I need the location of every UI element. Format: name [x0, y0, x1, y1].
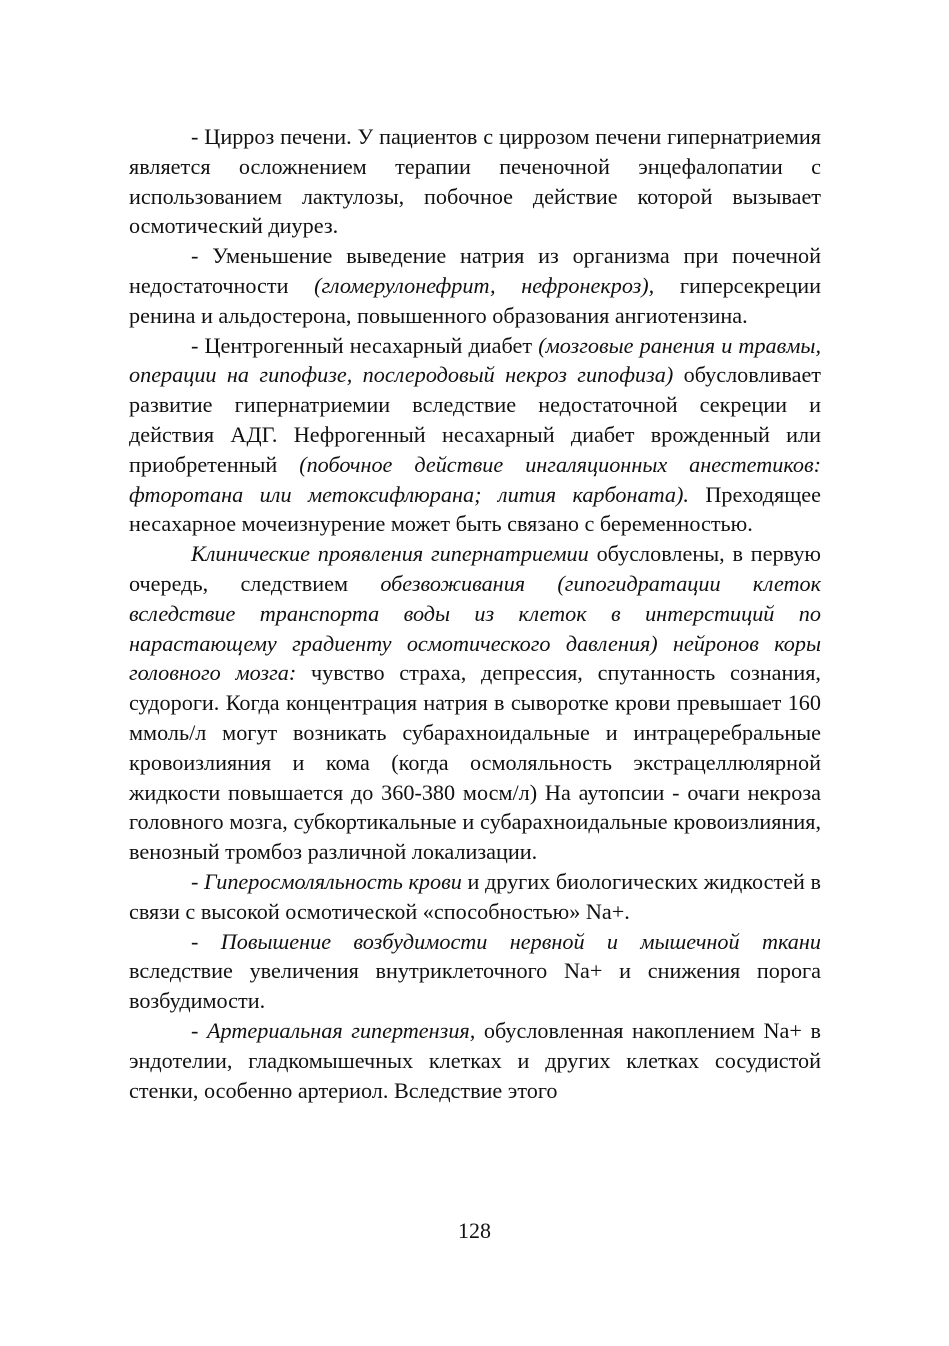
- text-segment-italic: (мозговые ранения и травмы, операции на гипофизе, послеродовый некроз гипофиза): [129, 332, 821, 388]
- page-body: [129, 122, 821, 1105]
- paragraph-hyperosmolality: [129, 867, 821, 927]
- text-segment: - Уменьшение выведение натрия из организма при почечной недостаточности: [129, 243, 821, 298]
- text-segment: -: [191, 868, 205, 894]
- text-segment-italic: Клинические проявления гипернатриемии: [191, 541, 589, 567]
- paragraph-diabetes-insipidus: [129, 331, 821, 540]
- text-segment: Преходящее несахарное мочеизнурение может быть связано с беременностью.: [129, 481, 821, 537]
- text-segment-italic: Артериальная гипертензия,: [207, 1017, 476, 1043]
- paragraph-excitability: [129, 927, 821, 1016]
- paragraph-cirrhosis: [129, 122, 821, 241]
- text-segment: и других биологических жидкостей в связи с высокой осмотической «способностью» Na+.: [129, 868, 821, 924]
- text-segment: чувство страха, депрессия, спутанность сознания, судороги. Когда концентрация натрия в сыворотке крови превышает 160 ммоль/л могут возникать субарахноидальные и интрацеребральные кровоизлияния и кома (когда осмоляльность экстрацеллюлярной жидкости повышается до 360-380 мосм/л) На аутопсии - очаги некроза головного мозга, субкортикальные и субарахноидальные кровоизлияния, венозный тромбоз различной локализации.: [129, 660, 821, 865]
- text-segment: вследствие увеличения внутриклеточного Na+ и снижения порога возбудимости.: [129, 958, 821, 1014]
- paragraph-hypertension: [129, 1016, 821, 1105]
- text-segment-italic: Повышение возбудимости нервной и мышечной ткани: [220, 928, 822, 954]
- text-segment: гиперсекреции ренина и альдостерона, повышенного образования ангиотензина.: [129, 272, 821, 328]
- text-segment: -: [191, 928, 221, 954]
- text-segment-italic: (гломерулонефрит, нефронекроз),: [314, 272, 655, 298]
- page-number: 128: [458, 1218, 491, 1243]
- text-segment: обусловливает развитие гипернатриемии вследствие недостаточной секреции и действия АДГ. Нефрогенный несахарный диабет врожденный или приобретенный: [129, 362, 821, 477]
- text-segment-italic: обезвоживания (гипогидратации клеток вследствие транспорта воды из клеток в интерстиций по нарастающему градиенту осмотического давления) нейронов коры головного мозга:: [129, 570, 821, 686]
- text-segment-italic: (побочное действие ингаляционных анестетиков: фторотана или метоксифлюрана; лития карбоната).: [129, 451, 821, 507]
- text-segment: - Центрогенный несахарный диабет: [191, 332, 539, 358]
- text-segment: - Цирроз печени. У пациентов с циррозом печени гипернатриемия является осложнением терапии печеночной энцефалопатии с использованием лактулозы, побочное действие которой вызывает осмотический диурез.: [129, 124, 821, 239]
- text-segment: обусловлены, в первую очередь, следствием: [129, 541, 821, 596]
- paragraph-renal-failure: [129, 241, 821, 330]
- text-segment: -: [191, 1017, 207, 1043]
- text-segment-italic: Гиперосмоляльность крови: [204, 868, 462, 894]
- paragraph-clinical: [129, 539, 821, 867]
- text-segment: обусловленная накоплением Na+ в эндотелии, гладкомышечных клетках и других клетках сосудистой стенки, особенно артериол. Вследствие этого: [129, 1017, 821, 1103]
